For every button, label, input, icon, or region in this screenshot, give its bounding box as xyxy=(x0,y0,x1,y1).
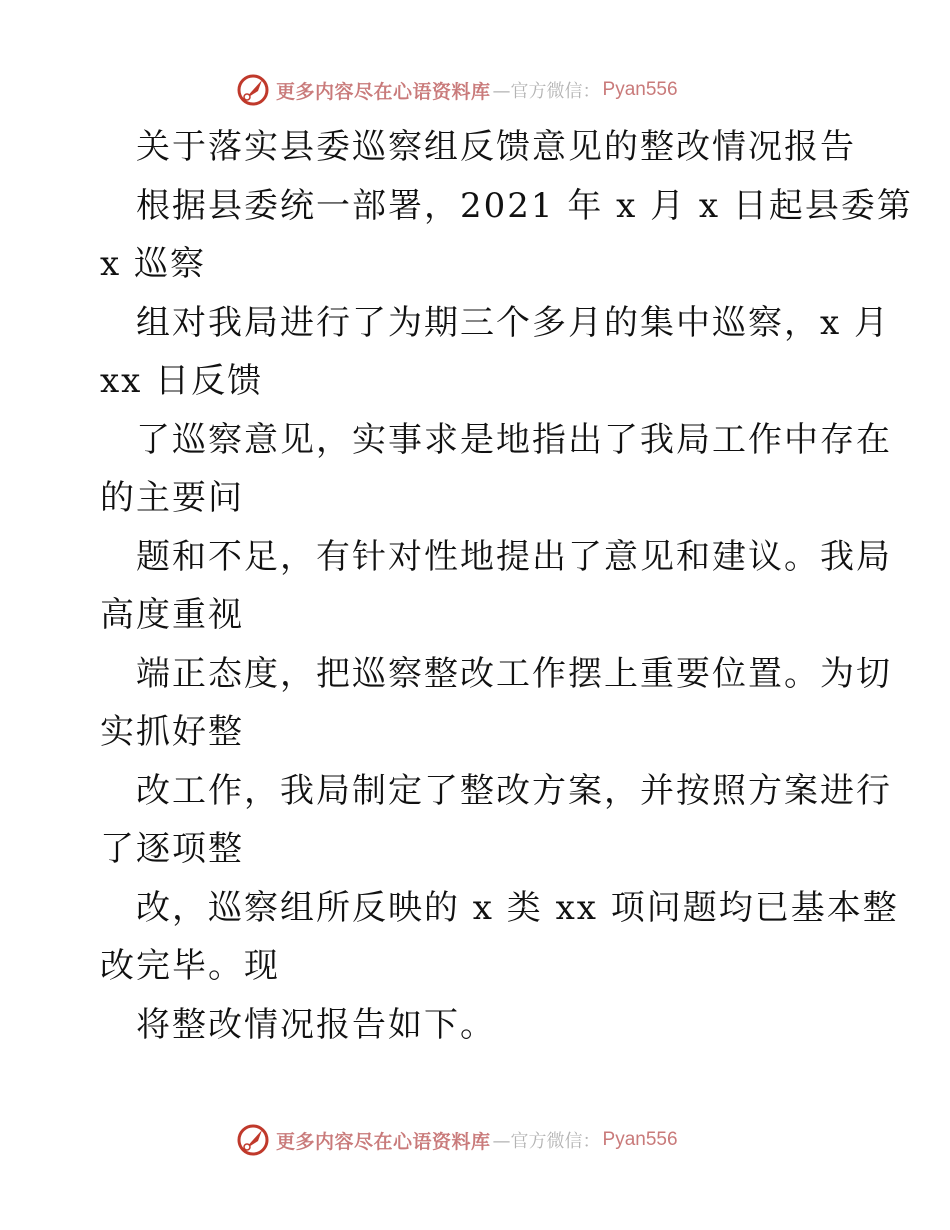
quill-emblem-icon xyxy=(236,73,270,107)
watermark-separator: —官方微信： xyxy=(492,81,601,102)
watermark-separator: —官方微信： xyxy=(492,1131,601,1152)
body-line-8: 高度重视 xyxy=(100,595,244,635)
body-line-15: 将整改情况报告如下。 xyxy=(136,1005,496,1045)
watermark-brand: 更多内容尽在心语资料库 xyxy=(276,80,491,103)
watermark-brand: 更多内容尽在心语资料库 xyxy=(276,1130,491,1153)
body-line-10: 实抓好整 xyxy=(100,712,244,752)
document-title: 关于落实县委巡察组反馈意见的整改情况报告 xyxy=(136,127,856,167)
body-line-11: 改工作，我局制定了整改方案，并按照方案进行 xyxy=(136,771,892,811)
body-line-13: 改，巡察组所反映的 x 类 xx 项问题均已基本整 xyxy=(136,888,899,928)
body-line-14: 改完毕。现 xyxy=(100,946,280,986)
watermark-account: Pyan556 xyxy=(602,1129,678,1150)
footer-watermark xyxy=(236,1123,678,1157)
body-line-12: 了逐项整 xyxy=(100,829,244,869)
body-line-1: 根据县委统一部署，2021 年 x 月 x 日起县委第 xyxy=(136,186,913,226)
body-line-5: 了巡察意见，实事求是地指出了我局工作中存在 xyxy=(136,420,892,460)
body-line-6: 的主要问 xyxy=(100,478,244,518)
body-line-2: x 巡察 xyxy=(100,244,206,284)
body-line-3: 组对我局进行了为期三个多月的集中巡察，x 月 xyxy=(136,303,890,343)
quill-emblem-icon xyxy=(236,1123,270,1157)
watermark-account: Pyan556 xyxy=(602,79,678,100)
body-line-4: xx 日反馈 xyxy=(100,361,264,401)
body-line-7: 题和不足，有针对性地提出了意见和建议。我局 xyxy=(136,537,892,577)
header-watermark xyxy=(236,73,678,107)
body-line-9: 端正态度，把巡察整改工作摆上重要位置。为切 xyxy=(136,654,892,694)
